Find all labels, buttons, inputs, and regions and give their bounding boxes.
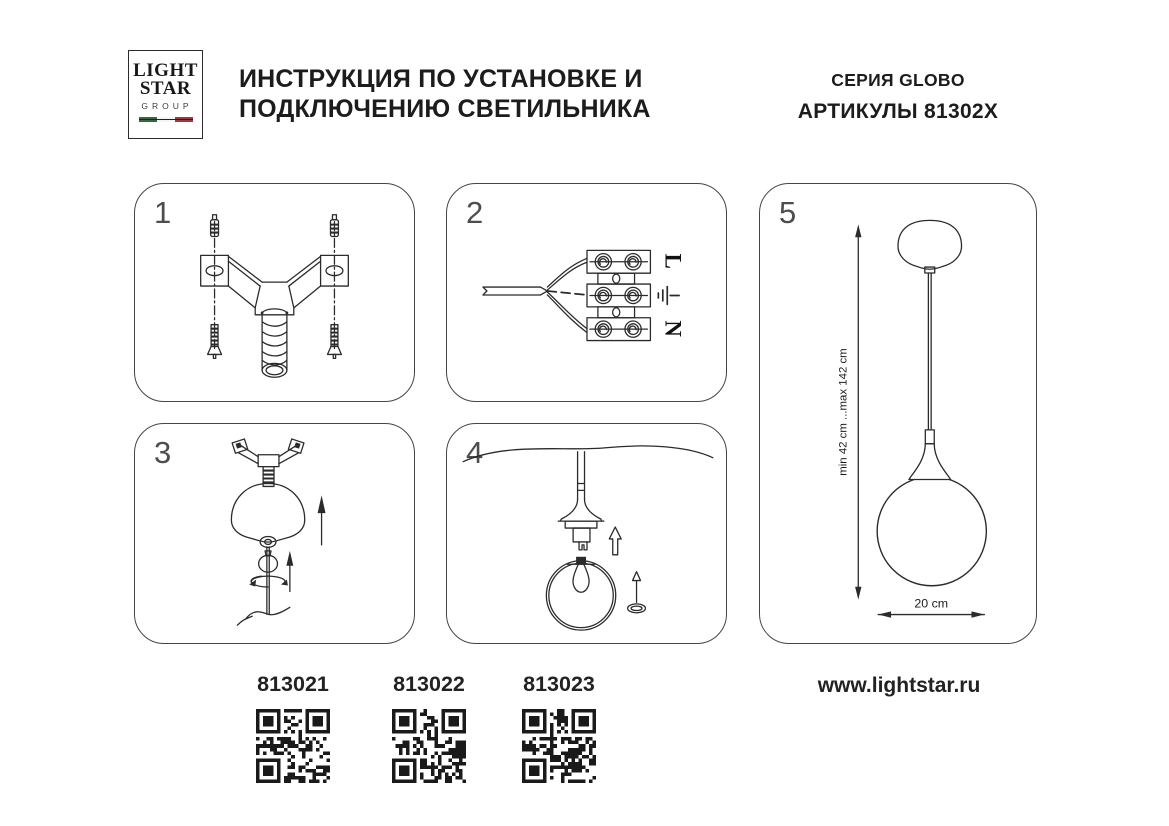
line-terminal-label: L: [660, 253, 686, 269]
terminal-row-neutral: [587, 318, 650, 341]
step-4-panel: [446, 423, 727, 644]
terminal-block-diagram: [447, 184, 726, 401]
vertical-dimension-line: [855, 224, 861, 599]
threaded-tube: [261, 309, 289, 377]
width-dimension-label: 20 cm: [914, 596, 949, 611]
pendant-dimensions-diagram: [760, 184, 1036, 643]
neutral-terminal-label: N: [660, 320, 686, 337]
article-column-3: [520, 672, 598, 783]
step-3-number: 3: [154, 435, 172, 470]
canopy-assembly-diagram: [135, 424, 414, 643]
website-link: www.lightstar.ru: [817, 674, 981, 697]
height-dimension-label: min 42 cm ...max 142 cm: [837, 348, 850, 476]
step-5-panel: [759, 183, 1037, 644]
article-code: 813022: [393, 672, 465, 696]
globe-mounting-diagram: [447, 424, 726, 643]
step-1-number: 1: [154, 195, 172, 230]
article-column-1: [254, 672, 332, 783]
article-column-2: [390, 672, 468, 783]
qr-code: [392, 709, 466, 783]
step-5-number: 5: [779, 195, 797, 230]
articles-label: АРТИКУЛЫ 81302X: [797, 100, 999, 123]
lightstar-logo: [128, 50, 203, 139]
arrow-up-thin: [633, 572, 641, 603]
title-line-1: ИНСТРУКЦИЯ ПО УСТАНОВКЕ И: [239, 65, 643, 93]
logo-line-light: LIGHT: [133, 60, 198, 81]
qr-code: [256, 709, 330, 783]
series-label: СЕРИЯ GLOBO: [831, 70, 965, 90]
retaining-ring: [628, 604, 646, 613]
title-line-2: ПОДКЛЮЧЕНИЮ СВЕТИЛЬНИКА: [239, 95, 651, 123]
arrow-up-outline: [609, 527, 621, 555]
ceiling-cup: [231, 483, 304, 542]
page-title: [239, 64, 651, 124]
step-3-panel: [134, 423, 415, 644]
horizontal-dimension-line: [878, 611, 984, 617]
step-2-number: 2: [466, 195, 484, 230]
arrow-up-large: [318, 495, 326, 545]
rotate-arrow: [249, 576, 288, 587]
qr-code: [522, 709, 596, 783]
bracket-top-view: [232, 439, 304, 486]
earth-symbol: [658, 287, 679, 305]
terminal-row-earth: [587, 284, 650, 307]
step-4-number: 4: [466, 435, 484, 470]
logo-line-star: STAR: [139, 78, 192, 99]
wall-plug-right: [330, 215, 338, 237]
terminal-row-line: [587, 250, 650, 273]
italian-flag-bar: [139, 117, 193, 122]
wall-plug-left: [211, 215, 219, 237]
article-code: 813023: [523, 672, 595, 696]
series-and-articles: [769, 70, 1027, 124]
step-2-panel: [446, 183, 727, 402]
logo-line-group: GROUP: [141, 101, 193, 111]
glass-globe: [546, 557, 615, 630]
step-1-panel: [134, 183, 415, 402]
article-code: 813021: [257, 672, 329, 696]
mounting-bracket-diagram: [135, 184, 414, 401]
